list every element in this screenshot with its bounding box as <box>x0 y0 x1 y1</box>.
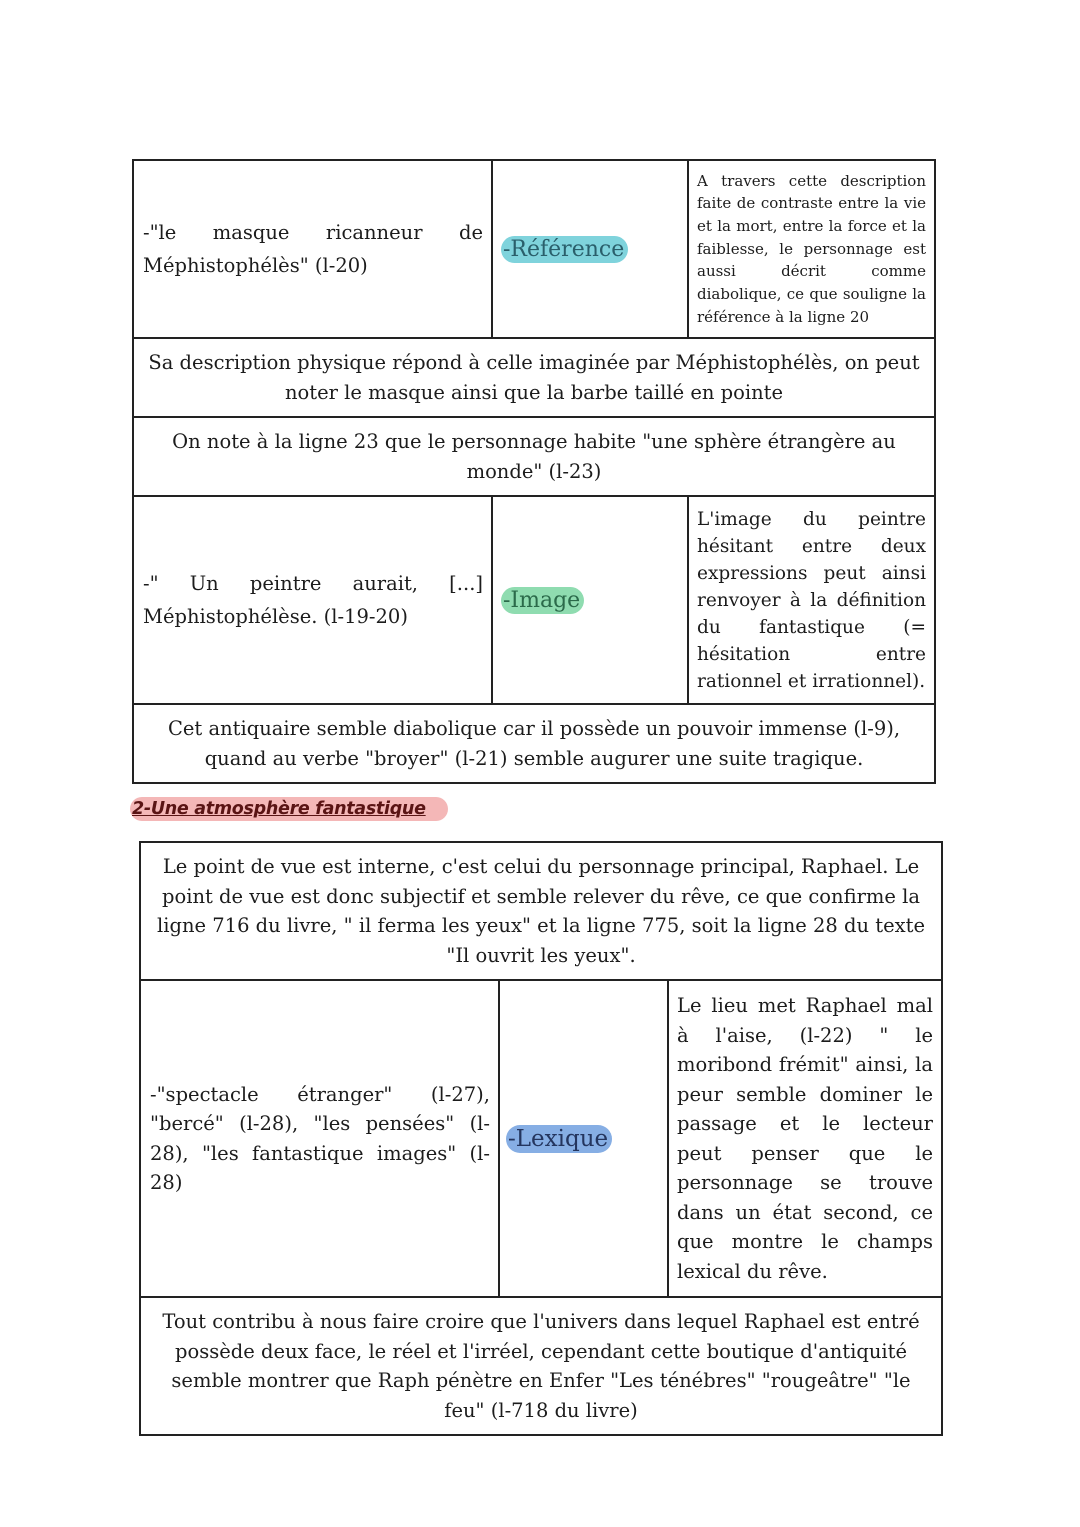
procede-cell <box>499 980 668 1297</box>
analysis-cell: L'image du peintre hésitant entre deux expressions peut ainsi renvoyer à la définition du fantastique (= hésitation entre rationnel et irrationnel). <box>688 496 935 704</box>
analysis-table-1 <box>132 159 936 784</box>
quote-cell: -"le masque ricanneur de Méphistophélès" (l-20) <box>133 160 492 338</box>
summary-cell: Le point de vue est interne, c'est celui du personnage principal, Raphael. Le point de vue est donc subjectif et semble relever du rêve, ce que confirme la ligne 716 du livre, " il ferma les yeux" et la ligne 775, soit la ligne 28 du texte "Il ouvrit les yeux". <box>140 842 942 980</box>
procede-cell <box>492 160 688 338</box>
procede-reference-label: -Référence <box>501 236 628 263</box>
table-row <box>133 417 935 496</box>
quote-cell: -"spectacle étranger" (l-27), "bercé" (l-28), "les pensées" (l-28), "les fantastique images" (l-28) <box>140 980 499 1297</box>
table-row <box>133 160 935 338</box>
table-row <box>140 842 942 980</box>
summary-cell: Sa description physique répond à celle imaginée par Méphistophélès, on peut noter le masque ainsi que la barbe taillé en pointe <box>133 338 935 417</box>
table-row <box>133 704 935 783</box>
table-row <box>140 1297 942 1435</box>
quote-cell: -" Un peintre aurait, [...] Méphistophélèse. (l-19-20) <box>133 496 492 704</box>
table-row <box>133 338 935 417</box>
analysis-cell: A travers cette description faite de contraste entre la vie et la mort, entre la force et la faiblesse, le personnage est aussi décrit comme diabolique, ce que souligne la référence à la ligne 20 <box>688 160 935 338</box>
summary-cell: On note à la ligne 23 que le personnage habite "une sphère étrangère au monde" (l-23) <box>133 417 935 496</box>
summary-cell: Cet antiquaire semble diabolique car il possède un pouvoir immense (l-9), quand au verbe "broyer" (l-21) semble augurer une suite tragique. <box>133 704 935 783</box>
summary-cell: Tout contribu à nous faire croire que l'univers dans lequel Raphael est entré possède deux face, le réel et l'irréel, cependant cette boutique d'antiquité semble montrer que Raph pénètre en Enfer "Les ténébres" "rougeâtre" "le feu" (l-718 du livre) <box>140 1297 942 1435</box>
section-heading: 2-Une atmosphère fantastique <box>130 797 448 821</box>
procede-image-label: -Image <box>501 587 584 614</box>
procede-cell <box>492 496 688 704</box>
table-row <box>140 980 942 1297</box>
table-row <box>133 496 935 704</box>
analysis-table-2 <box>139 841 943 1436</box>
procede-lexique-label: -Lexique <box>506 1125 612 1153</box>
analysis-cell: Le lieu met Raphael mal à l'aise, (l-22) " le moribond frémit" ainsi, la peur semble dominer le passage et le lecteur peut penser que le personnage se trouve dans un état second, ce que montre le champs lexical du rêve. <box>668 980 942 1297</box>
